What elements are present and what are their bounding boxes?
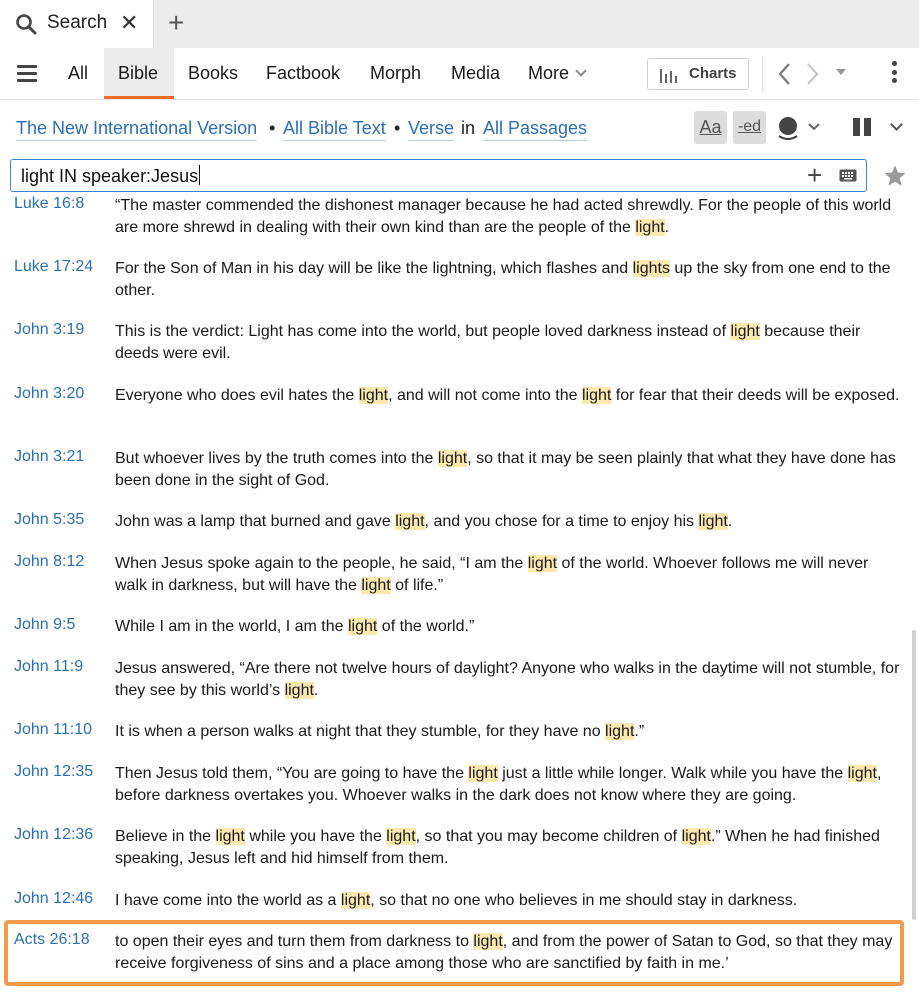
keyboard-icon[interactable] [839, 169, 857, 182]
chevron-down-icon[interactable] [890, 118, 903, 131]
version-link[interactable]: The New International Version [16, 118, 257, 141]
verse-text: Then Jesus told them, “You are going to have the light just a little while longer. Walk while you have the light, before darkness overtakes you. Whoever walks in the dark does not know where they are going. [115, 765, 882, 804]
unit-link[interactable]: Verse [408, 118, 454, 141]
verse-text: to open their eyes and turn them from darkness to light, and from the power of Satan to God, so that they may receive forgiveness of sins and a place among those who are sanctified by faith in me.’ [115, 933, 893, 972]
display-options-icon[interactable] [776, 115, 822, 141]
history-dropdown-icon[interactable] [836, 69, 846, 75]
tab-all[interactable]: All [68, 63, 89, 83]
search-hit-highlight: light [284, 682, 314, 699]
search-hit-highlight: light [361, 577, 391, 594]
separator-dot: • [269, 118, 276, 138]
tab-more-label: More [528, 63, 570, 83]
search-query-text: light IN speaker:Jesus [21, 166, 199, 186]
selection-highlight-frame [4, 920, 904, 986]
tab-search[interactable] [0, 0, 154, 48]
search-hit-highlight: light [347, 618, 378, 635]
search-hit-highlight: light [395, 513, 425, 530]
verse-text: “The master commended the dishonest manager because he had acted shrewdly. For the people of this world are more shrewd in dealing with their own kind than are the people of the light. [115, 197, 892, 236]
search-hit-highlight: light [730, 323, 760, 340]
tab-more[interactable] [528, 63, 585, 84]
verse-reference[interactable]: John 12:46 [14, 890, 94, 907]
search-hit-highlight: light [215, 828, 245, 845]
verse-reference[interactable]: John 3:20 [14, 385, 85, 402]
active-tab-underline [104, 96, 174, 99]
search-hit-highlight: light [437, 450, 468, 467]
verse-reference[interactable]: John 11:10 [14, 721, 92, 738]
search-icon [15, 13, 37, 35]
verse-text: When Jesus spoke again to the people, he said, “I am the light of the world. Whoever follows me will never walk in darkness, but will have the light of life.” [115, 555, 869, 594]
word-forms-label: -ed [737, 118, 762, 135]
verse-reference[interactable]: John 12:35 [14, 763, 94, 780]
search-hit-highlight: light [847, 765, 877, 782]
tab-morph[interactable]: Morph [370, 63, 422, 83]
more-options-icon[interactable] [890, 61, 898, 87]
verse-reference[interactable]: Acts 26:18 [14, 931, 90, 948]
search-hit-highlight: light [605, 723, 635, 740]
verse-reference[interactable]: Luke 16:8 [14, 196, 85, 212]
tab-media[interactable]: Media [451, 63, 501, 83]
tab-factbook[interactable]: Factbook [266, 63, 341, 83]
nav-row [0, 48, 919, 100]
search-hit-highlight: light [473, 933, 503, 950]
verse-text: For the Son of Man in his day will be like the lightning, which flashes and lights up the sky from one end to the other. [115, 260, 891, 299]
verse-reference[interactable]: John 11:9 [14, 658, 84, 675]
search-input[interactable] [10, 159, 867, 192]
filter-row [0, 101, 919, 157]
verse-text: I have come into the world as a light, so that no one who believes in me should stay in darkness. [115, 892, 798, 909]
match-case-label: Aa [699, 117, 722, 137]
chevron-down-icon [575, 65, 586, 76]
verse-reference[interactable]: John 3:19 [14, 321, 85, 338]
charts-label: Charts [689, 65, 737, 82]
verse-text: It is when a person walks at night that they stumble, for they have no light.” [115, 723, 645, 740]
divider [762, 56, 763, 92]
tab-label: Search [47, 12, 108, 33]
search-hit-highlight: light [340, 892, 371, 909]
add-icon[interactable]: + [807, 160, 823, 190]
search-hit-highlight: lights [632, 260, 670, 277]
search-hit-highlight: light [358, 387, 389, 404]
tab-bible[interactable]: Bible [118, 63, 159, 83]
tab-strip [0, 0, 919, 48]
search-hit-highlight: light [681, 828, 711, 845]
verse-reference[interactable]: John 9:5 [14, 616, 76, 633]
tab-books[interactable]: Books [188, 63, 239, 83]
search-hit-highlight: light [635, 219, 665, 236]
separator-dot: • [394, 118, 401, 138]
search-hit-highlight: light [581, 387, 612, 404]
verse-reference[interactable]: John 5:35 [14, 511, 85, 528]
star-icon[interactable] [883, 164, 907, 188]
results-list [0, 196, 919, 1003]
word-forms-button[interactable] [733, 111, 766, 144]
scrollbar[interactable] [912, 630, 916, 920]
verse-text: Jesus answered, “Are there not twelve hours of daylight? Anyone who walks in the daytime will not stumble, for they see by this world’s light. [115, 660, 900, 699]
search-query[interactable] [21, 165, 200, 187]
plus-icon[interactable]: + [168, 7, 185, 38]
search-hit-highlight: light [386, 828, 416, 845]
columns-icon[interactable] [853, 118, 871, 136]
verse-reference[interactable]: John 3:21 [14, 448, 85, 465]
back-arrow-icon[interactable] [777, 62, 791, 86]
verse-text: Everyone who does evil hates the light, and will not come into the light for fear that their deeds will be exposed. [115, 387, 900, 404]
verse-text: But whoever lives by the truth comes into the light, so that it may be seen plainly that what they have done has been done in the sight of God. [115, 450, 896, 489]
verse-text: Believe in the light while you have the light, so that you may become children of light.” When he had finished speaking, Jesus left and hid himself from them. [115, 828, 880, 867]
text-scope-link[interactable]: All Bible Text [283, 118, 386, 141]
close-icon[interactable]: ✕ [120, 10, 139, 35]
search-hit-highlight: light [527, 555, 558, 572]
verse-text: While I am in the world, I am the light of the world.” [115, 618, 475, 635]
verse-reference[interactable]: John 8:12 [14, 553, 85, 570]
match-case-button[interactable] [694, 111, 727, 144]
bar-chart-icon [660, 67, 678, 83]
verse-reference[interactable]: Luke 17:24 [14, 258, 94, 275]
passages-link[interactable]: All Passages [483, 118, 587, 141]
search-hit-highlight: light [698, 513, 728, 530]
charts-button[interactable] [647, 58, 749, 90]
verse-text: This is the verdict: Light has come into the world, but people loved darkness instead of light because their deeds were evil. [115, 323, 861, 362]
hamburger-menu-icon[interactable] [17, 65, 37, 81]
verse-text: John was a lamp that burned and gave light, and you chose for a time to enjoy his light. [115, 513, 733, 530]
forward-arrow-icon[interactable] [806, 62, 820, 86]
verse-reference[interactable]: John 12:36 [14, 826, 94, 843]
in-word: in [461, 118, 476, 138]
search-hit-highlight: light [468, 765, 498, 782]
